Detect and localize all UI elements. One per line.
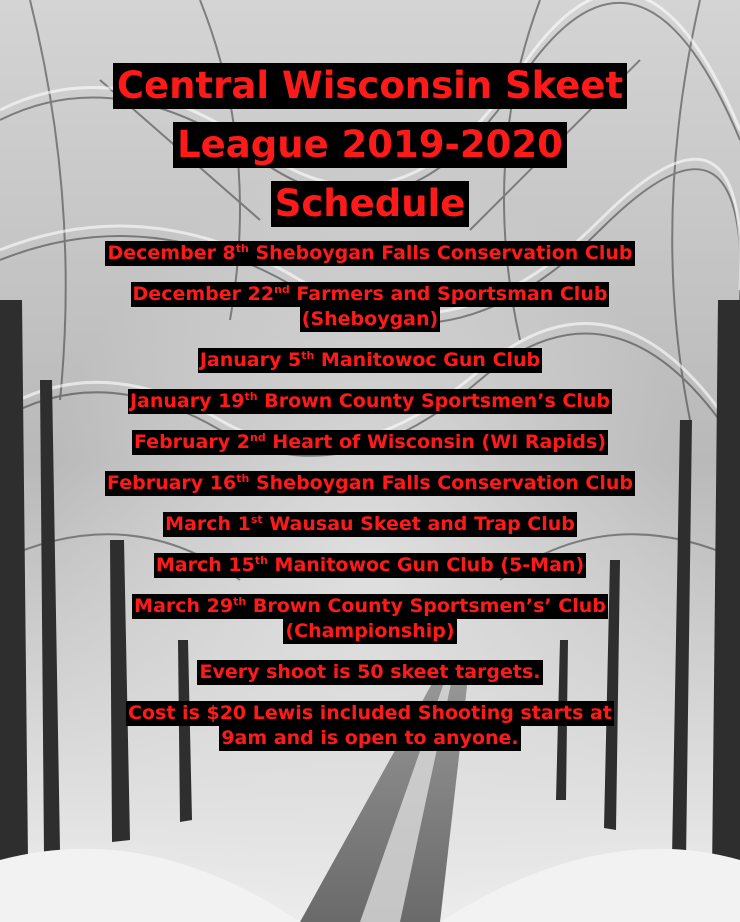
event-venue: Brown County Sportsmen’s’ Club xyxy=(252,595,606,617)
event-date: February 16 xyxy=(107,472,237,494)
date-suffix: th xyxy=(244,390,258,403)
note-line: Every shoot is 50 skeet targets. xyxy=(199,661,541,683)
event-venue: Sheboygan Falls Conservation Club xyxy=(255,472,633,494)
schedule-item xyxy=(105,241,634,266)
event-date: December 22 xyxy=(132,283,275,305)
date-suffix: nd xyxy=(249,431,266,444)
event-venue: Farmers and Sportsman Club xyxy=(296,283,608,305)
event-date: March 1 xyxy=(165,513,251,535)
event-date: February 2 xyxy=(133,431,250,453)
title-line: League 2019-2020 xyxy=(173,122,567,168)
schedule-line-continued: (Championship) xyxy=(285,620,455,642)
schedule-line xyxy=(154,553,586,578)
schedule-item xyxy=(105,471,635,496)
event-date: March 29 xyxy=(134,595,234,617)
schedule-item xyxy=(198,348,542,373)
event-venue: Heart of Wisconsin (WI Rapids) xyxy=(272,431,607,453)
schedule-item xyxy=(132,594,608,644)
schedule-line-continued: (Sheboygan) xyxy=(301,308,439,330)
schedule-item xyxy=(132,430,608,455)
date-suffix: th xyxy=(236,472,250,485)
event-venue: Wausau Skeet and Trap Club xyxy=(269,513,575,535)
note-line: 9am and is open to anyone. xyxy=(221,727,519,749)
event-venue: Manitowoc Gun Club xyxy=(320,349,541,371)
event-venue: Sheboygan Falls Conservation Club xyxy=(255,242,633,264)
date-suffix: th xyxy=(235,242,249,255)
schedule-line xyxy=(163,512,577,537)
title-line: Schedule xyxy=(271,181,470,227)
event-date: January 5 xyxy=(199,349,302,371)
schedule-line xyxy=(128,389,612,414)
schedule-item xyxy=(131,282,610,332)
schedule-line xyxy=(132,430,608,455)
date-suffix: th xyxy=(254,554,268,567)
note xyxy=(197,660,542,685)
event-venue: Manitowoc Gun Club (5-Man) xyxy=(274,554,585,576)
schedule-item xyxy=(154,553,586,578)
schedule-line xyxy=(198,348,542,373)
schedule-item xyxy=(128,389,612,414)
schedule-line xyxy=(132,594,608,619)
date-suffix: th xyxy=(301,349,315,362)
event-date: March 15 xyxy=(155,554,255,576)
event-date: December 8 xyxy=(107,242,236,264)
schedule-item xyxy=(163,512,577,537)
date-suffix: nd xyxy=(274,283,290,296)
title-line: Central Wisconsin Skeet xyxy=(113,63,627,109)
schedule-line xyxy=(131,282,610,307)
note-line: Cost is $20 Lewis included Shooting starts at xyxy=(128,702,612,724)
schedule-line xyxy=(105,241,634,266)
date-suffix: th xyxy=(233,595,247,608)
event-venue: Brown County Sportsmen’s Club xyxy=(264,390,611,412)
notes xyxy=(126,660,614,751)
schedule-line xyxy=(105,471,635,496)
schedule-list xyxy=(105,241,635,644)
date-suffix: st xyxy=(250,513,263,526)
flyer-title xyxy=(113,63,627,227)
note xyxy=(126,701,614,751)
event-date: January 19 xyxy=(129,390,245,412)
